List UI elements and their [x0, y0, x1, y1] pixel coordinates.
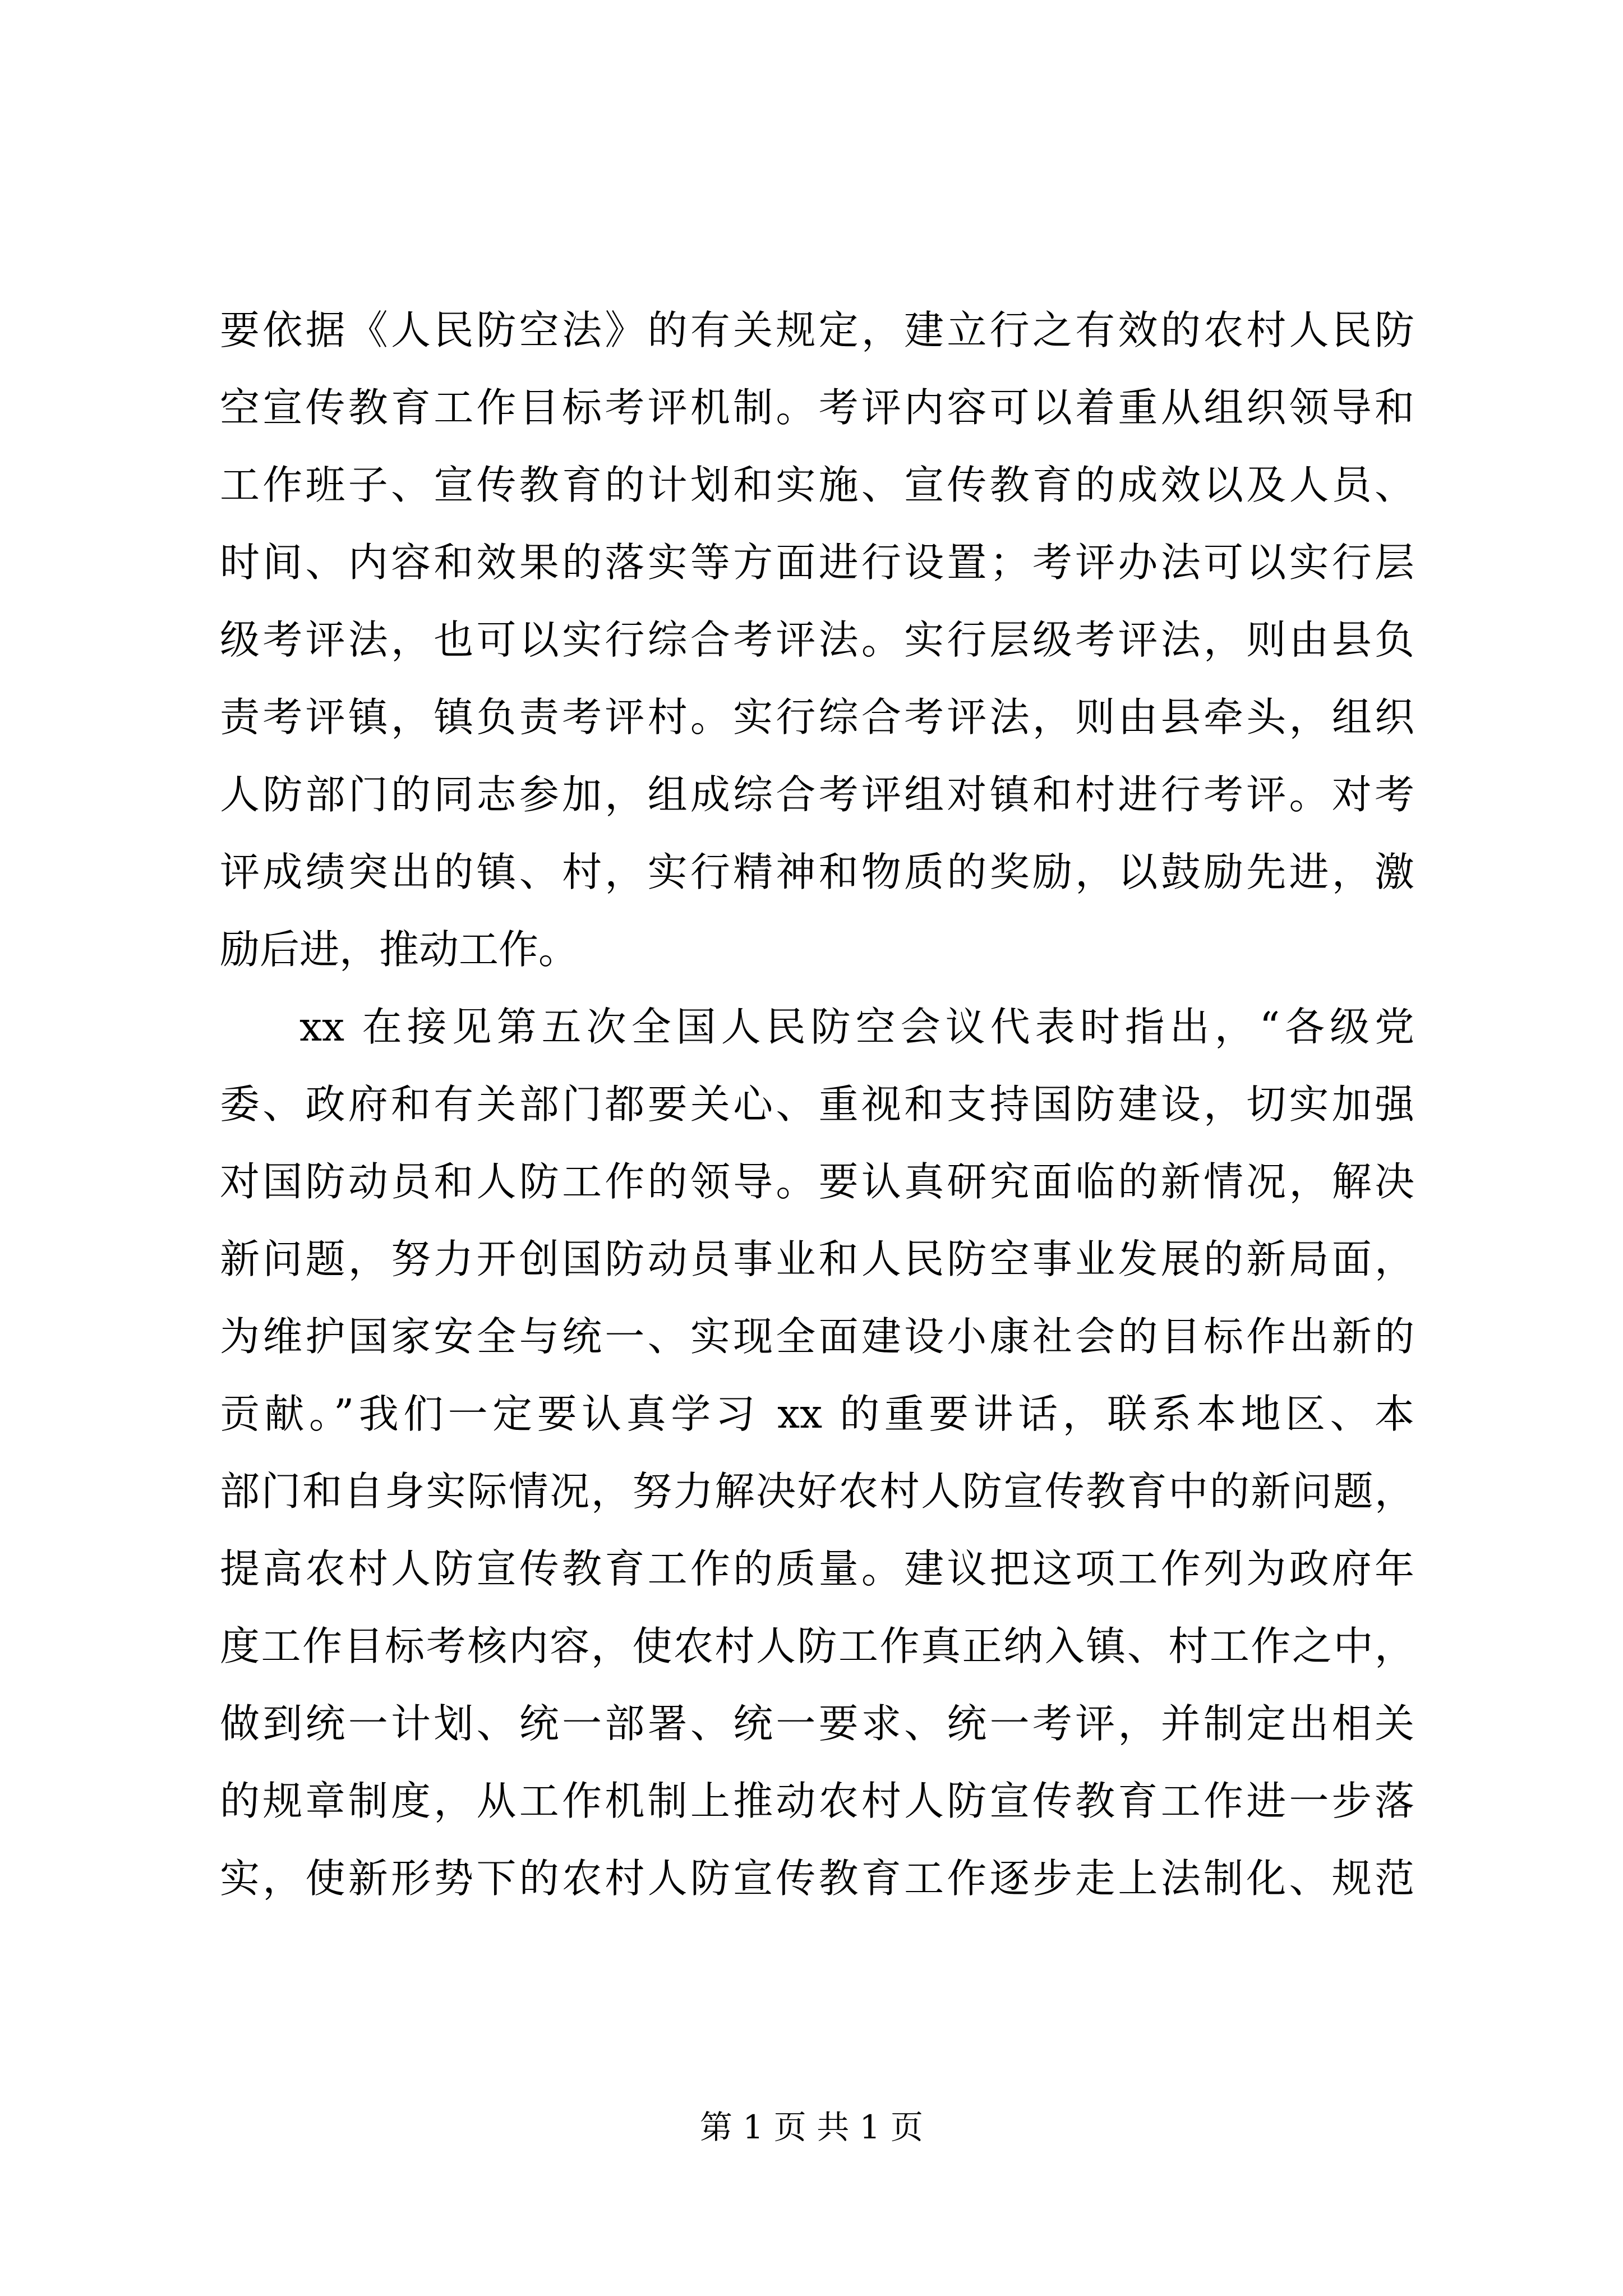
text-line: 励后进，推动工作。	[220, 926, 579, 973]
text-line: 级考评法，也可以实行综合考评法。实行层级考评法，则由县负	[220, 616, 1414, 663]
text-line: 委、政府和有关部门都要关心、重视和支持国防建设，切实加强	[220, 1081, 1414, 1128]
text-line: 人防部门的同志参加，组成综合考评组对镇和村进行考评。对考	[220, 771, 1414, 818]
text-line: 时间、内容和效果的落实等方面进行设置；考评办法可以实行层	[220, 539, 1414, 586]
text-line: 对国防动员和人防工作的领导。要认真研究面临的新情况，解决	[220, 1158, 1414, 1205]
paragraph	[220, 292, 1414, 988]
paragraph	[220, 988, 1414, 1917]
text-line: 做到统一计划、统一部署、统一要求、统一考评，并制定出相关	[220, 1700, 1414, 1747]
text-line: 实，使新形势下的农村人防宣传教育工作逐步走上法制化、规范	[220, 1855, 1414, 1902]
page-footer	[0, 2105, 1623, 2150]
text-line: 责考评镇，镇负责考评村。实行综合考评法，则由县牵头，组织	[220, 694, 1414, 740]
text-line: 部门和自身实际情况，努力解决好农村人防宣传教育中的新问题，	[220, 1468, 1414, 1515]
text-line: 空宣传教育工作目标考评机制。考评内容可以着重从组织领导和	[220, 384, 1414, 431]
text-line: 新问题，努力开创国防动员事业和人民防空事业发展的新局面，	[220, 1236, 1414, 1282]
page-number-label: 第 1 页 共 1 页	[700, 2108, 923, 2146]
document-body	[220, 292, 1414, 1917]
text-line: 的规章制度，从工作机制上推动农村人防宣传教育工作进一步落	[220, 1778, 1414, 1824]
text-line: 为维护国家安全与统一、实现全面建设小康社会的目标作出新的	[220, 1313, 1414, 1360]
text-line: 贡献。”我们一定要认真学习 xx 的重要讲话，联系本地区、本	[220, 1391, 1414, 1437]
text-line: 评成绩突出的镇、村，实行精神和物质的奖励，以鼓励先进，激	[220, 849, 1414, 895]
text-line: 工作班子、宣传教育的计划和实施、宣传教育的成效以及人员、	[220, 462, 1414, 508]
text-line: xx 在接见第五次全国人民防空会议代表时指出，“各级党	[299, 1004, 1414, 1050]
text-line: 要依据《人民防空法》的有关规定，建立行之有效的农村人民防	[220, 307, 1414, 353]
text-line: 提高农村人防宣传教育工作的质量。建议把这项工作列为政府年	[220, 1545, 1414, 1592]
text-line: 度工作目标考核内容，使农村人防工作真正纳入镇、村工作之中，	[220, 1623, 1414, 1669]
